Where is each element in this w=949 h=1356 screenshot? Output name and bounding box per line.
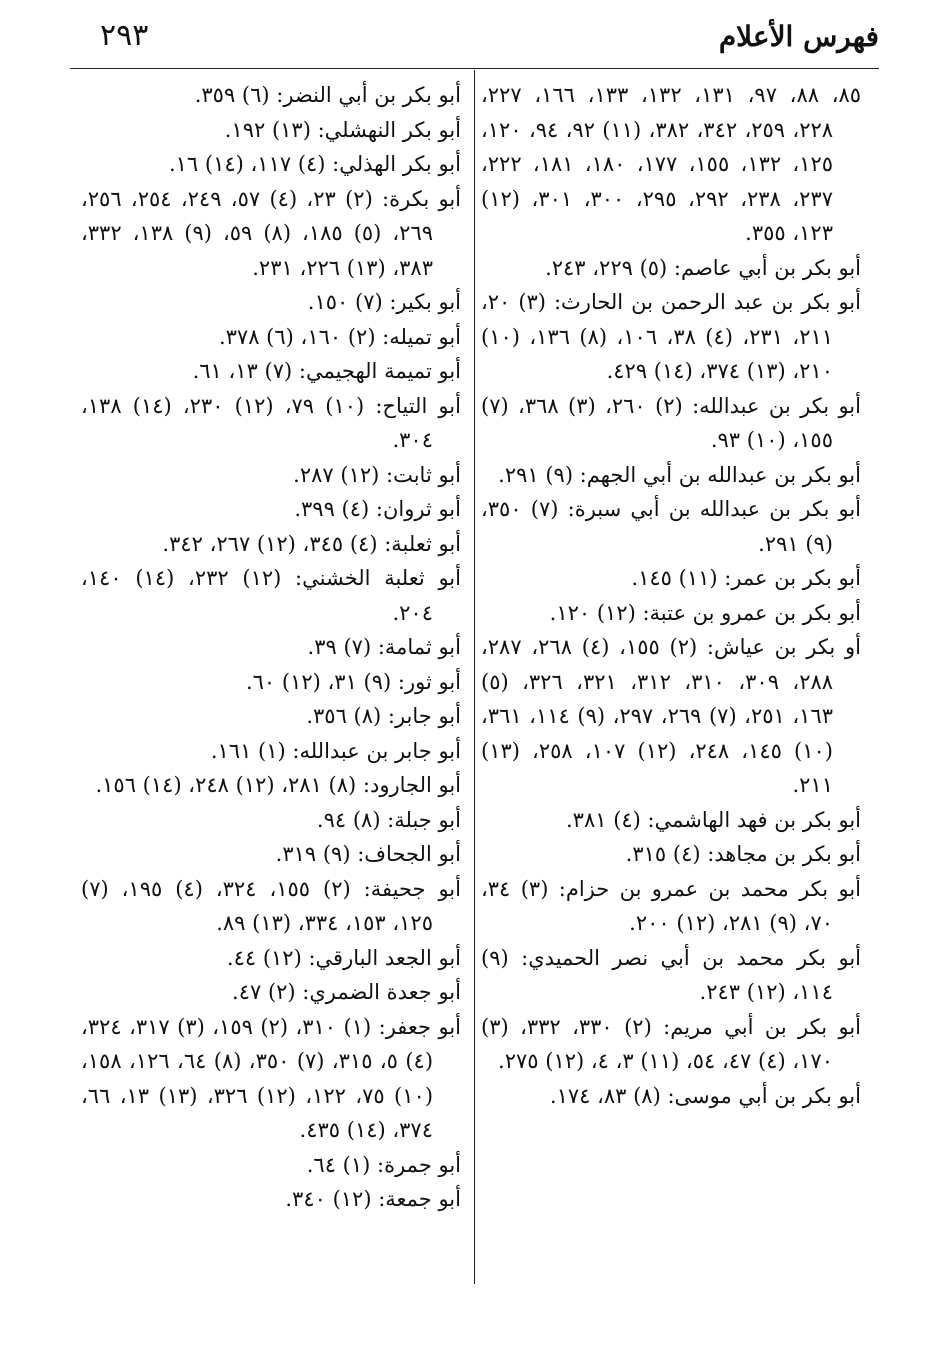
index-entry: أبو جعفر: (١) ٣١٠، (٢) ١٥٩، (٣) ٣١٧، ٣٢٤، (٤) ٥، ٣١٥، (٧) ٣٥٠، (٨) ٦٤، ١٢٦، ١٥٨، (١٠) ٧٥، ١٢٢، (١٢) ٣٢٦، (١٣) ١٣، ٦٦، ٣٧٤، (١٤) ٤٣٥. <box>81 1014 462 1142</box>
index-entry: أبو بكر بن أبي مريم: (٢) ٣٣٠، ٣٣٢، (٣) ١٧٠، (٤) ٤٧، ٥٤، (١١) ٣، ٤، (١٢) ٢٧٥. <box>481 1014 862 1073</box>
index-entry: أبو تميله: (٢) ١٦٠، (٦) ٣٧٨. <box>218 324 461 349</box>
index-entry: أبو بكرة: (٢) ٢٣، (٤) ٥٧، ٢٤٩، ٢٥٤، ٢٥٦، ٢٦٩، (٥) ١٨٥، (٨) ٥٩، (٩) ١٣٨، ٣٣٢، ٣٨٣، (١٣) ٢٢٦، ٢٣١. <box>81 186 462 280</box>
index-entry: أبو ثعلبة: (٤) ٣٤٥، (١٢) ٢٦٧، ٣٤٢. <box>162 531 461 556</box>
index-entry: أبو جبلة: (٨) ٩٤. <box>316 807 461 832</box>
page-header <box>60 10 879 60</box>
index-entry: أبو بكر بن أبي عاصم: (٥) ٢٢٩، ٢٤٣. <box>545 255 861 280</box>
index-entry: أبو بكر بن فهد الهاشمي: (٤) ٣٨١. <box>565 807 861 832</box>
index-entry: أبو بكر الهذلي: (٤) ١١٧، (١٤) ١٦. <box>168 152 461 176</box>
index-entry: أو بكر بن عياش: (٢) ١٥٥، (٤) ٢٦٨، ٢٨٧، ٢٨٨، ٣٠٩، ٣١٠، ٣١٢، ٣٢١، ٣٢٦، (٥) ١٦٣، ٢٥١، (٧) ٢٦٩، ٢٩٧، (٩) ١١٤، ٣٦١، (١٠) ١٤٥، ٢٤٨، (١٢) ١٠٧، ٢٥٨، (١٣) ٢١١. <box>481 635 861 797</box>
index-entry: أبو جحيفة: (٢) ١٥٥، ٣٢٤، (٤) ١٩٥، (٧) ١٢٥، ١٥٣، ٣٣٤، (١٣) ٨٩. <box>81 876 461 935</box>
index-entry: أبو بكر محمد بن عمرو بن حزام: (٣) ٣٤، ٧٠، (٩) ٢٨١، (١٢) ٢٠٠. <box>481 876 861 935</box>
running-title: فهرس الأعلام <box>718 20 879 53</box>
index-entry: أبو الجارود: (٨) ٢٨١، (١٢) ٢٤٨، (١٤) ١٥٦. <box>95 773 461 797</box>
index-entry: أبو جمعة: (١٢) ٣٤٠. <box>285 1187 461 1211</box>
index-entry: أبو بكر النهشلي: (١٣) ١٩٢. <box>224 117 461 142</box>
index-entry: أبو ثور: (٩) ٣١، (١٢) ٦٠. <box>245 669 461 694</box>
index-entry: أبو بكر محمد بن أبي نصر الحميدي: (٩) ١١٤، (١٢) ٢٤٣. <box>481 945 861 1004</box>
index-entry: أبو بكر بن أبي النضر: (٦) ٣٥٩. <box>194 83 461 107</box>
index-entry: أبو الجحاف: (٩) ٣١٩. <box>275 842 461 866</box>
index-entry: ٨٥، ٨٨، ٩٧، ١٣١، ١٣٢، ١٣٣، ١٦٦، ٢٢٧، ٢٢٨، ٢٥٩، ٣٤٢، ٣٨٢، (١١) ٩٢، ٩٤، ١٢٠، ١٢٥، ١٣٢، ١٥٥، ١٧٧، ١٨٠، ١٨١، ٢٢٢، ٢٣٧، ٢٣٨، ٢٩٢، ٢٩٥، ٣٠٠، ٣٠١، (١٢) ١٢٣، ٣٥٥. <box>481 83 862 245</box>
index-entry: أبو ثابت: (١٢) ٢٨٧. <box>293 462 461 487</box>
index-entry: أبو بكر بن أبي موسى: (٨) ٨٣، ١٧٤. <box>549 1083 861 1108</box>
index-entry: أبو جمرة: (١) ٦٤. <box>306 1152 461 1177</box>
column-divider <box>474 70 475 1284</box>
index-entry: أبو بكر بن عبدالله: (٢) ٢٦٠، (٣) ٣٦٨، (٧) ١٥٥، (١٠) ٩٣. <box>481 393 861 452</box>
index-entry: أبو بكر بن عمرو بن عتبة: (١٢) ١٢٠. <box>549 600 861 625</box>
index-entry: أبو بكر بن مجاهد: (٤) ٣١٥. <box>625 842 861 866</box>
index-entry: أبو التياح: (١٠) ٧٩، (١٢) ٢٣٠، (١٤) ١٣٨، ٣٠٤. <box>81 393 461 452</box>
index-entry: أبو جابر بن عبدالله: (١) ١٦١. <box>210 738 461 763</box>
index-entry: أبو بكر بن عبدالله بن أبي الجهم: (٩) ٢٩١. <box>498 462 861 487</box>
index-entry: أبو الجعد البارقي: (١٢) ٤٤. <box>226 945 461 970</box>
index-entry: أبو جعدة الضمري: (٢) ٤٧. <box>232 980 461 1004</box>
index-entry: أبو بكير: (٧) ١٥٠. <box>307 290 461 314</box>
index-entry: أبو ثروان: (٤) ٣٩٩. <box>294 497 461 521</box>
index-entry: أبو ثعلبة الخشني: (١٢) ٢٣٢، (١٤) ١٤٠، ٢٠٤. <box>81 566 461 625</box>
index-entry: أبو جابر: (٨) ٣٥٦. <box>306 704 461 728</box>
index-entry: أبو ثمامة: (٧) ٣٩. <box>307 635 461 659</box>
index-entry: أبو بكر بن عبدالله بن أبي سبرة: (٧) ٣٥٠، (٩) ٢٩١. <box>481 497 861 556</box>
index-entry: أبو بكر بن عمر: (١١) ١٤٥. <box>631 566 861 590</box>
index-column-left <box>81 78 461 1217</box>
page-number: ٢٩٣ <box>100 18 149 53</box>
index-column-right <box>481 78 861 1113</box>
header-rule <box>70 68 879 69</box>
index-entry: أبو بكر بن عبد الرحمن بن الحارث: (٣) ٢٠، ٢١١، ٢٣١، (٤) ٣٨، ١٠٦، (٨) ١٣٦، (١٠) ٢١٠، (١٣) ٣٧٤، (١٤) ٤٢٩. <box>481 290 861 383</box>
index-entry: أبو تميمة الهجيمي: (٧) ١٣، ٦١. <box>192 359 461 383</box>
